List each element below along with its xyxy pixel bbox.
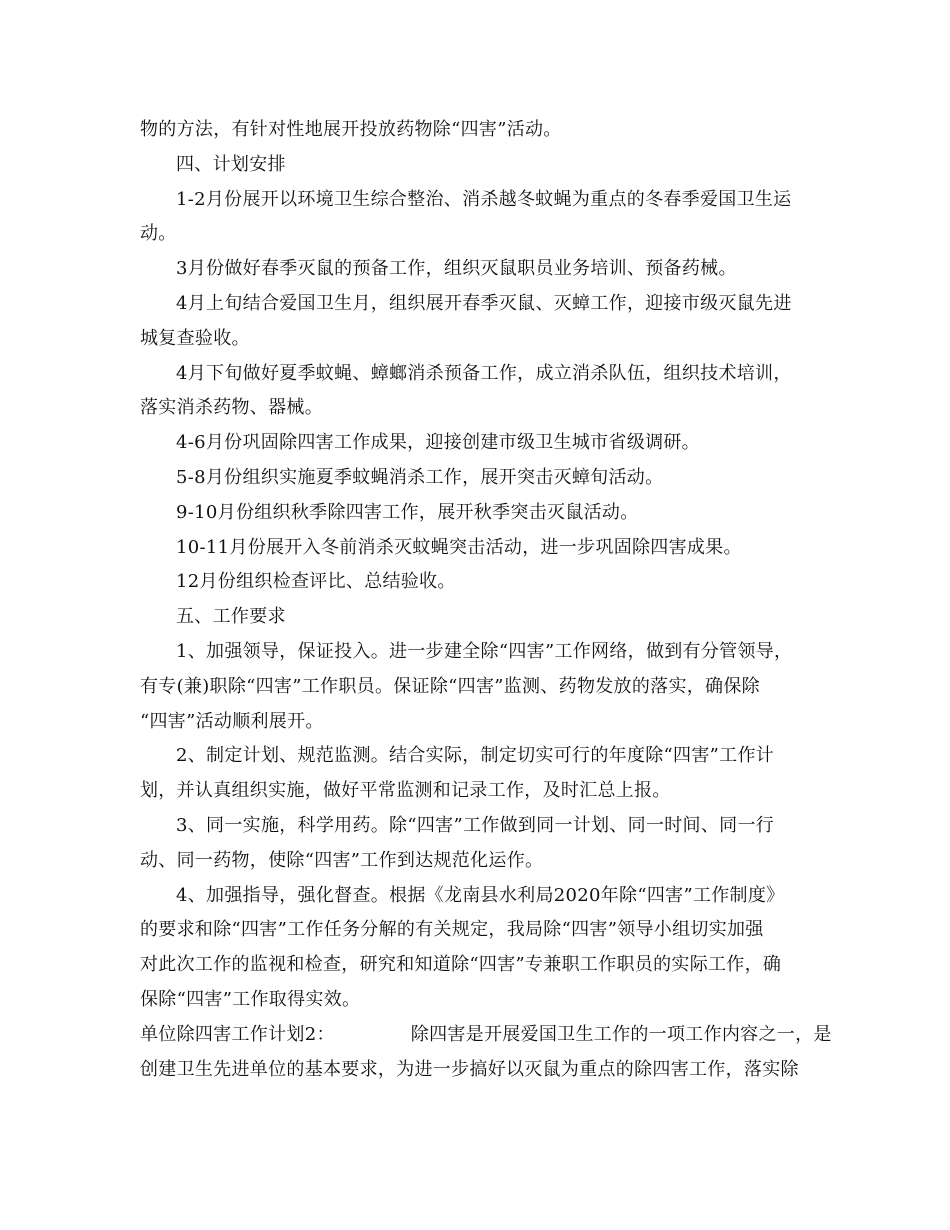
paragraph-line: 4月上旬结合爱国卫生月，组织展开春季灭鼠、灭蟑工作，迎接市级灭鼠先进 bbox=[176, 292, 792, 314]
plan2-heading: 单位除四害工作计划2： bbox=[140, 1023, 335, 1045]
paragraph-line: 4月下旬做好夏季蚊蝇、蟑螂消杀预备工作，成立消杀队伍，组织技术培训， bbox=[176, 362, 792, 384]
section-heading-plan: 四、计划安排 bbox=[176, 153, 286, 175]
paragraph-line: 的要求和除“四害”工作任务分解的有关规定，我局除“四害”领导小组切实加强 bbox=[140, 919, 764, 941]
paragraph-line: 9-10月份组织秋季除四害工作，展开秋季突击灭鼠活动。 bbox=[176, 501, 639, 523]
paragraph-line: 对此次工作的监视和检查，研究和知道除“四害”专兼职工作职员的实际工作，确 bbox=[140, 954, 782, 976]
document-body bbox=[140, 113, 832, 1087]
paragraph-line: 3月份做好春季灭鼠的预备工作，组织灭鼠职员业务培训、预备药械。 bbox=[176, 258, 737, 280]
paragraph-line: 创建卫生先进单位的基本要求，为进一步搞好以灭鼠为重点的除四害工作，落实除 bbox=[140, 1058, 799, 1080]
paragraph-line: 物的方法，有针对性地展开投放药物除“四害”活动。 bbox=[140, 119, 562, 140]
plan2-intro-text: 除四害是开展爱国卫生工作的一项工作内容之一，是 bbox=[410, 1023, 832, 1045]
paragraph-line: 10-11月份展开入冬前消杀灭蚊蝇突击活动，进一步巩固除四害成果。 bbox=[176, 536, 742, 558]
paragraph-line: 动、同一药物，使除“四害”工作到达规范化运作。 bbox=[140, 849, 544, 871]
paragraph-line: 1-2月份展开以环境卫生综合整治、消杀越冬蚊蝇为重点的冬春季爱国卫生运 bbox=[176, 188, 792, 210]
paragraph-line: 2、制定计划、规范监测。结合实际，制定切实可行的年度除“四害”工作计 bbox=[176, 745, 775, 767]
paragraph-line: 12月份组织检查评比、总结验收。 bbox=[176, 571, 456, 593]
paragraph-line: 城复查验收。 bbox=[140, 327, 250, 349]
paragraph-line: 3、同一实施，科学用药。除“四害”工作做到同一计划、同一时间、同一行 bbox=[176, 814, 775, 836]
paragraph-line: 4-6月份巩固除四害工作成果，迎接创建市级卫生城市省级调研。 bbox=[176, 432, 700, 454]
paragraph-line: 4、加强指导，强化督查。根据《龙南县水利局2020年除“四害”工作制度》 bbox=[176, 884, 785, 906]
paragraph-line: 1、加强领导，保证投入。进一步建全除“四害”工作网络，做到有分管领导， bbox=[176, 640, 793, 662]
section-heading-requirements: 五、工作要求 bbox=[176, 606, 286, 628]
paragraph-line: 落实消杀药物、器械。 bbox=[140, 397, 323, 419]
paragraph-line: 动。 bbox=[140, 223, 177, 245]
paragraph-line: 保除“四害”工作取得实效。 bbox=[140, 988, 361, 1010]
paragraph-line: 5-8月份组织实施夏季蚊蝇消杀工作，展开突击灭蟑旬活动。 bbox=[176, 466, 664, 488]
paragraph-line: “四害”活动顺利展开。 bbox=[140, 710, 324, 732]
paragraph-line: 有专(兼)职除“四害”工作职员。保证除“四害”监测、药物发放的落实，确保除 bbox=[140, 675, 760, 697]
plan2-first-line bbox=[140, 1018, 832, 1053]
paragraph-line: 划，并认真组织实施，做好平常监测和记录工作，及时汇总上报。 bbox=[140, 780, 671, 802]
